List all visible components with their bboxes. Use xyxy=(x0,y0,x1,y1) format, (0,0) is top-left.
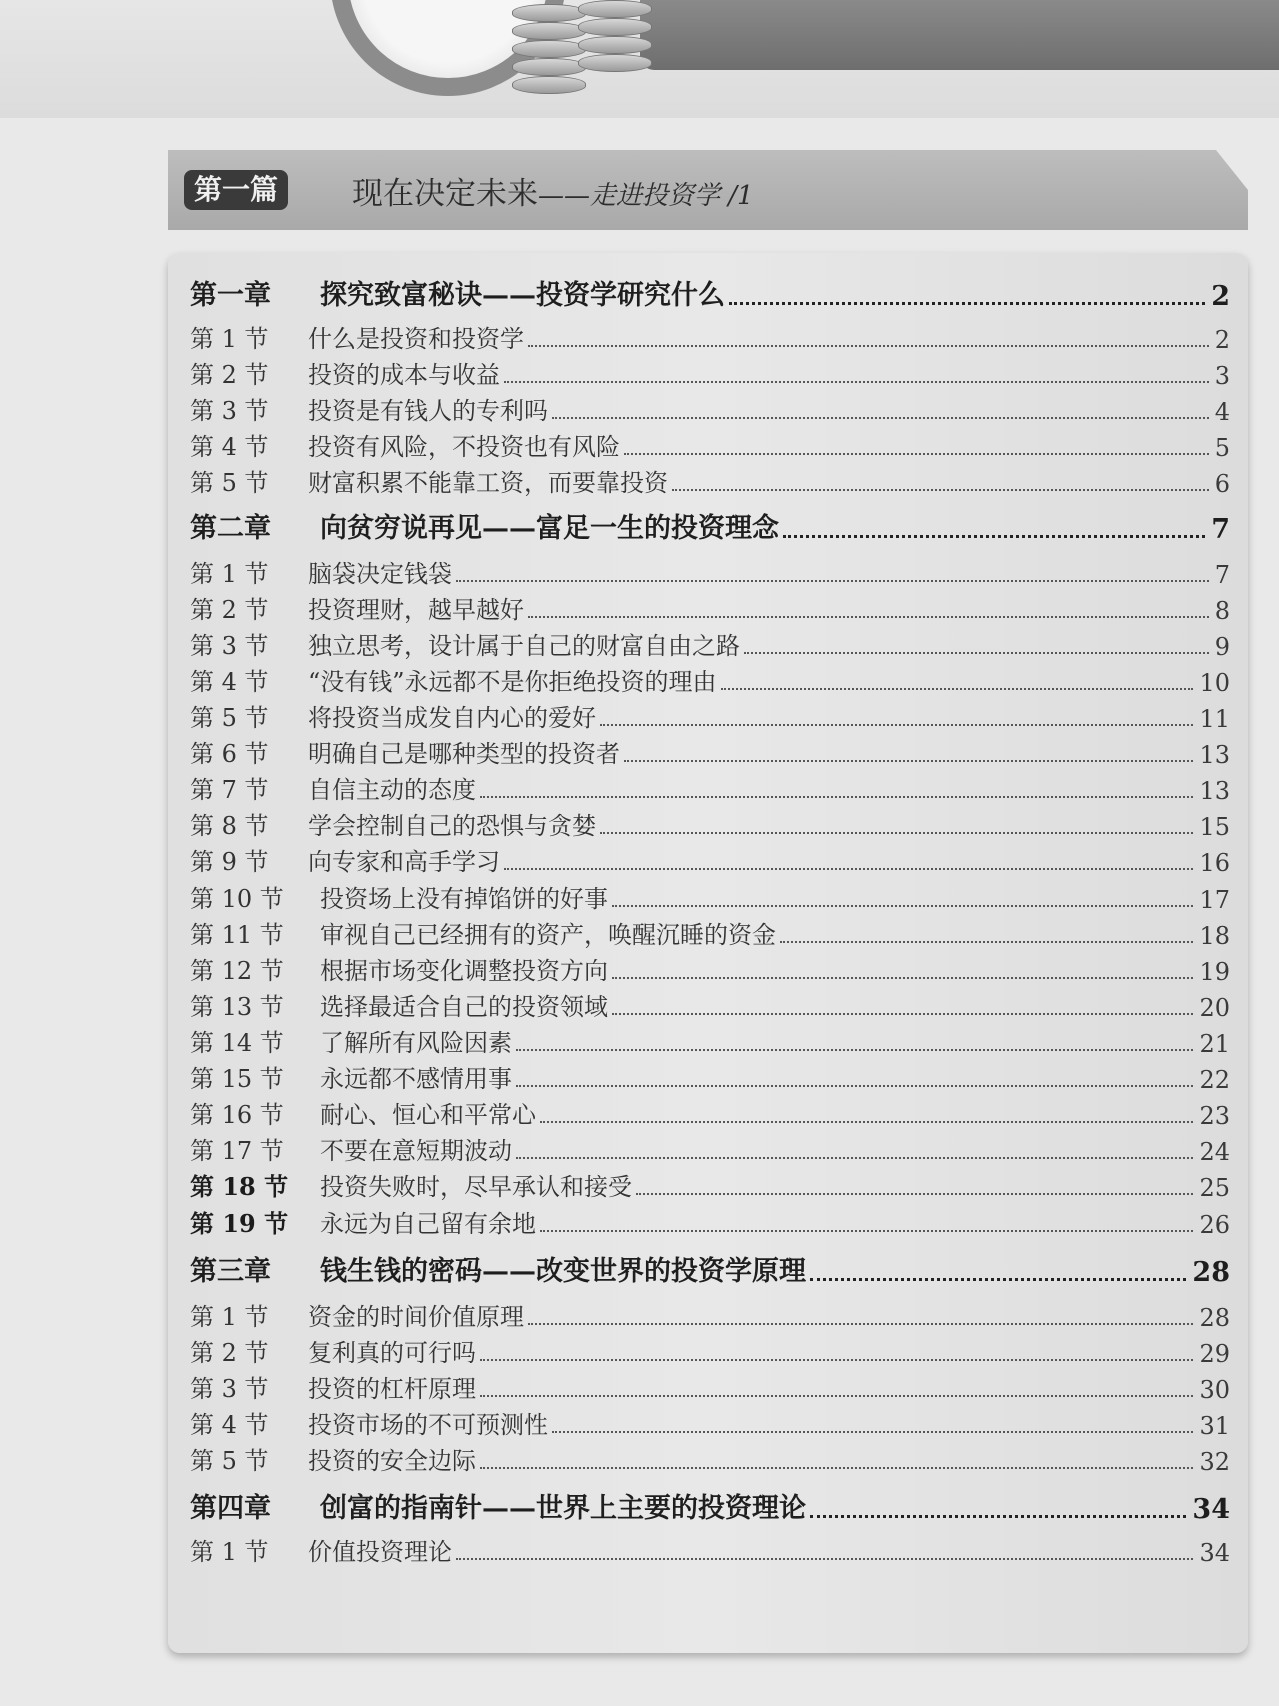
section-title: 根据市场变化调整投资方向 xyxy=(320,957,608,985)
section-label: 第 15 节 xyxy=(190,1065,284,1093)
section-page-number: 29 xyxy=(1199,1340,1230,1368)
dot-leader xyxy=(528,616,1209,618)
section-entry xyxy=(190,320,1230,354)
dot-leader xyxy=(783,535,1205,538)
section-title: 投资场上没有掉馅饼的好事 xyxy=(320,885,608,913)
section-entry xyxy=(190,952,1230,986)
chapter-title: 向贫穷说再见——富足一生的投资理念 xyxy=(320,513,779,544)
section-page-number: 5 xyxy=(1214,434,1230,462)
dot-leader xyxy=(456,580,1209,582)
section-title: 价值投资理论 xyxy=(308,1538,452,1566)
chapter-title: 探究致富秘诀——投资学研究什么 xyxy=(320,280,725,311)
section-page-number: 6 xyxy=(1214,470,1230,498)
section-page-number: 25 xyxy=(1199,1174,1230,1202)
section-page-number: 2 xyxy=(1214,326,1230,354)
dot-leader xyxy=(516,1049,1193,1051)
section-label: 第 3 节 xyxy=(190,397,269,425)
section-label: 第 14 节 xyxy=(190,1029,284,1057)
section-title: 不要在意短期波动 xyxy=(320,1137,512,1165)
section-page-number: 34 xyxy=(1199,1539,1230,1567)
dot-leader xyxy=(600,832,1193,834)
section-label: 第 6 节 xyxy=(190,740,269,768)
section-entry xyxy=(190,627,1230,661)
section-page-number: 11 xyxy=(1199,705,1230,733)
section-title: 投资理财，越早越好 xyxy=(308,596,524,624)
header-band xyxy=(640,0,1279,70)
chapter-label: 第四章 xyxy=(190,1493,271,1524)
section-title: 投资市场的不可预测性 xyxy=(308,1411,548,1439)
section-label: 第 5 节 xyxy=(190,704,269,732)
chapter-entry xyxy=(190,505,1230,545)
chapter-page-number: 2 xyxy=(1211,281,1230,312)
section-title: 资金的时间价值原理 xyxy=(308,1303,524,1331)
dot-leader xyxy=(744,652,1209,654)
section-entry xyxy=(190,735,1230,769)
section-entry xyxy=(190,880,1230,914)
section-entry xyxy=(190,1168,1230,1202)
chapter-entry xyxy=(190,1485,1230,1525)
section-entry xyxy=(190,916,1230,950)
section-entry xyxy=(190,1334,1230,1368)
part-badge: 第一篇 xyxy=(184,170,288,210)
dot-leader xyxy=(624,453,1209,455)
section-title: 学会控制自己的恐惧与贪婪 xyxy=(308,812,596,840)
dot-leader xyxy=(552,1431,1193,1433)
dot-leader xyxy=(480,1359,1193,1361)
section-entry xyxy=(190,843,1230,877)
section-title: 投资的成本与收益 xyxy=(308,361,500,389)
section-label: 第 18 节 xyxy=(190,1172,289,1201)
section-label: 第 4 节 xyxy=(190,433,269,461)
section-entry xyxy=(190,807,1230,841)
section-entry xyxy=(190,428,1230,462)
section-page-number: 17 xyxy=(1199,886,1230,914)
part-title-main: 现在决定未来 xyxy=(352,176,538,212)
section-title: 自信主动的态度 xyxy=(308,776,476,804)
dot-leader xyxy=(480,1467,1193,1469)
section-entry xyxy=(190,988,1230,1022)
section-label: 第 7 节 xyxy=(190,776,269,804)
section-title: 什么是投资和投资学 xyxy=(308,325,524,353)
chapter-page-number: 34 xyxy=(1192,1494,1230,1525)
dot-leader xyxy=(516,1085,1193,1087)
section-page-number: 13 xyxy=(1199,741,1230,769)
section-label: 第 13 节 xyxy=(190,993,284,1021)
section-label: 第 8 节 xyxy=(190,812,269,840)
chapter-title: 钱生钱的密码——改变世界的投资学原理 xyxy=(320,1256,806,1287)
section-page-number: 9 xyxy=(1214,633,1230,661)
dot-leader xyxy=(480,796,1193,798)
section-label: 第 12 节 xyxy=(190,957,284,985)
chapter-label: 第二章 xyxy=(190,513,271,544)
dot-leader xyxy=(612,977,1193,979)
section-page-number: 24 xyxy=(1199,1138,1230,1166)
dot-leader xyxy=(456,1558,1193,1560)
section-page-number: 16 xyxy=(1199,849,1230,877)
section-entry xyxy=(190,392,1230,426)
section-label: 第 2 节 xyxy=(190,1339,269,1367)
section-title: 选择最适合自己的投资领域 xyxy=(320,993,608,1021)
section-title: 复利真的可行吗 xyxy=(308,1339,476,1367)
section-title: 投资的安全边际 xyxy=(308,1447,476,1475)
section-entry xyxy=(190,1024,1230,1058)
dot-leader xyxy=(672,489,1209,491)
chapter-entry xyxy=(190,1248,1230,1288)
section-entry xyxy=(190,699,1230,733)
section-label: 第 10 节 xyxy=(190,885,284,913)
section-title: 永远为自己留有余地 xyxy=(320,1210,536,1238)
section-page-number: 22 xyxy=(1199,1066,1230,1094)
section-page-number: 31 xyxy=(1199,1412,1230,1440)
section-label: 第 4 节 xyxy=(190,668,269,696)
section-entry xyxy=(190,1298,1230,1332)
dot-leader xyxy=(636,1193,1193,1195)
section-title: 独立思考，设计属于自己的财富自由之路 xyxy=(308,632,740,660)
section-title: “没有钱”永远都不是你拒绝投资的理由 xyxy=(308,668,717,696)
section-page-number: 8 xyxy=(1214,597,1230,625)
chapter-label: 第一章 xyxy=(190,280,271,311)
dot-leader xyxy=(480,1395,1193,1397)
dot-leader xyxy=(810,1515,1186,1518)
dot-leader xyxy=(729,302,1205,305)
dot-leader xyxy=(810,1278,1186,1281)
section-title: 投资是有钱人的专利吗 xyxy=(308,397,548,425)
dot-leader xyxy=(528,1323,1193,1325)
section-label: 第 1 节 xyxy=(190,1538,269,1566)
section-label: 第 5 节 xyxy=(190,469,269,497)
chapter-page-number: 7 xyxy=(1211,514,1230,545)
chapter-title: 创富的指南针——世界上主要的投资理论 xyxy=(320,1493,806,1524)
section-page-number: 10 xyxy=(1199,669,1230,697)
dot-leader xyxy=(624,760,1193,762)
section-page-number: 26 xyxy=(1199,1211,1230,1239)
section-title: 向专家和高手学习 xyxy=(308,848,500,876)
section-title: 明确自己是哪种类型的投资者 xyxy=(308,740,620,768)
section-page-number: 19 xyxy=(1199,958,1230,986)
section-label: 第 3 节 xyxy=(190,632,269,660)
section-entry xyxy=(190,1132,1230,1166)
section-title: 投资的杠杆原理 xyxy=(308,1375,476,1403)
section-entry xyxy=(190,555,1230,589)
chapter-label: 第三章 xyxy=(190,1256,271,1287)
section-entry xyxy=(190,1406,1230,1440)
section-entry xyxy=(190,771,1230,805)
dot-leader xyxy=(528,345,1209,347)
section-label: 第 4 节 xyxy=(190,1411,269,1439)
section-label: 第 3 节 xyxy=(190,1375,269,1403)
dot-leader xyxy=(540,1230,1193,1232)
section-page-number: 7 xyxy=(1214,561,1230,589)
dot-leader xyxy=(612,1013,1193,1015)
section-page-number: 18 xyxy=(1199,922,1230,950)
section-page-number: 28 xyxy=(1199,1304,1230,1332)
section-label: 第 17 节 xyxy=(190,1137,284,1165)
section-page-number: 20 xyxy=(1199,994,1230,1022)
coin-stack-illustration xyxy=(512,0,712,100)
section-entry xyxy=(190,1060,1230,1094)
section-page-number: 3 xyxy=(1214,362,1230,390)
section-entry xyxy=(190,1096,1230,1130)
section-page-number: 13 xyxy=(1199,777,1230,805)
section-entry xyxy=(190,464,1230,498)
section-entry xyxy=(190,1442,1230,1476)
section-entry xyxy=(190,1205,1230,1239)
section-label: 第 2 节 xyxy=(190,361,269,389)
dot-leader xyxy=(552,417,1209,419)
section-entry xyxy=(190,591,1230,625)
part-title xyxy=(352,168,754,213)
dot-leader xyxy=(504,381,1209,383)
section-title: 投资有风险，不投资也有风险 xyxy=(308,433,620,461)
dot-leader xyxy=(540,1121,1193,1123)
section-label: 第 11 节 xyxy=(190,921,284,949)
section-page-number: 30 xyxy=(1199,1376,1230,1404)
section-label: 第 2 节 xyxy=(190,596,269,624)
section-page-number: 15 xyxy=(1199,813,1230,841)
dot-leader xyxy=(612,905,1193,907)
dot-leader xyxy=(600,724,1193,726)
dot-leader xyxy=(721,688,1194,690)
section-entry xyxy=(190,1533,1230,1567)
section-label: 第 1 节 xyxy=(190,1303,269,1331)
chapter-entry xyxy=(190,272,1230,312)
section-title: 了解所有风险因素 xyxy=(320,1029,512,1057)
section-title: 投资失败时，尽早承认和接受 xyxy=(320,1173,632,1201)
section-title: 将投资当成发自内心的爱好 xyxy=(308,704,596,732)
dot-leader xyxy=(504,868,1193,870)
section-label: 第 1 节 xyxy=(190,560,269,588)
part-subtitle: ——走进投资学 /1 xyxy=(538,181,754,211)
dot-leader xyxy=(516,1157,1193,1159)
section-entry xyxy=(190,356,1230,390)
section-title: 耐心、恒心和平常心 xyxy=(320,1101,536,1129)
section-title: 审视自己已经拥有的资产，唤醒沉睡的资金 xyxy=(320,921,776,949)
dot-leader xyxy=(780,941,1193,943)
section-label: 第 9 节 xyxy=(190,848,269,876)
section-page-number: 23 xyxy=(1199,1102,1230,1130)
section-page-number: 4 xyxy=(1214,398,1230,426)
section-title: 脑袋决定钱袋 xyxy=(308,560,452,588)
chapter-page-number: 28 xyxy=(1192,1257,1230,1288)
section-label: 第 5 节 xyxy=(190,1447,269,1475)
section-label: 第 1 节 xyxy=(190,325,269,353)
section-label: 第 19 节 xyxy=(190,1209,289,1238)
section-page-number: 21 xyxy=(1199,1030,1230,1058)
section-entry xyxy=(190,1370,1230,1404)
section-label: 第 16 节 xyxy=(190,1101,284,1129)
section-title: 永远都不感情用事 xyxy=(320,1065,512,1093)
section-page-number: 32 xyxy=(1199,1448,1230,1476)
section-title: 财富积累不能靠工资，而要靠投资 xyxy=(308,469,668,497)
section-entry xyxy=(190,663,1230,697)
